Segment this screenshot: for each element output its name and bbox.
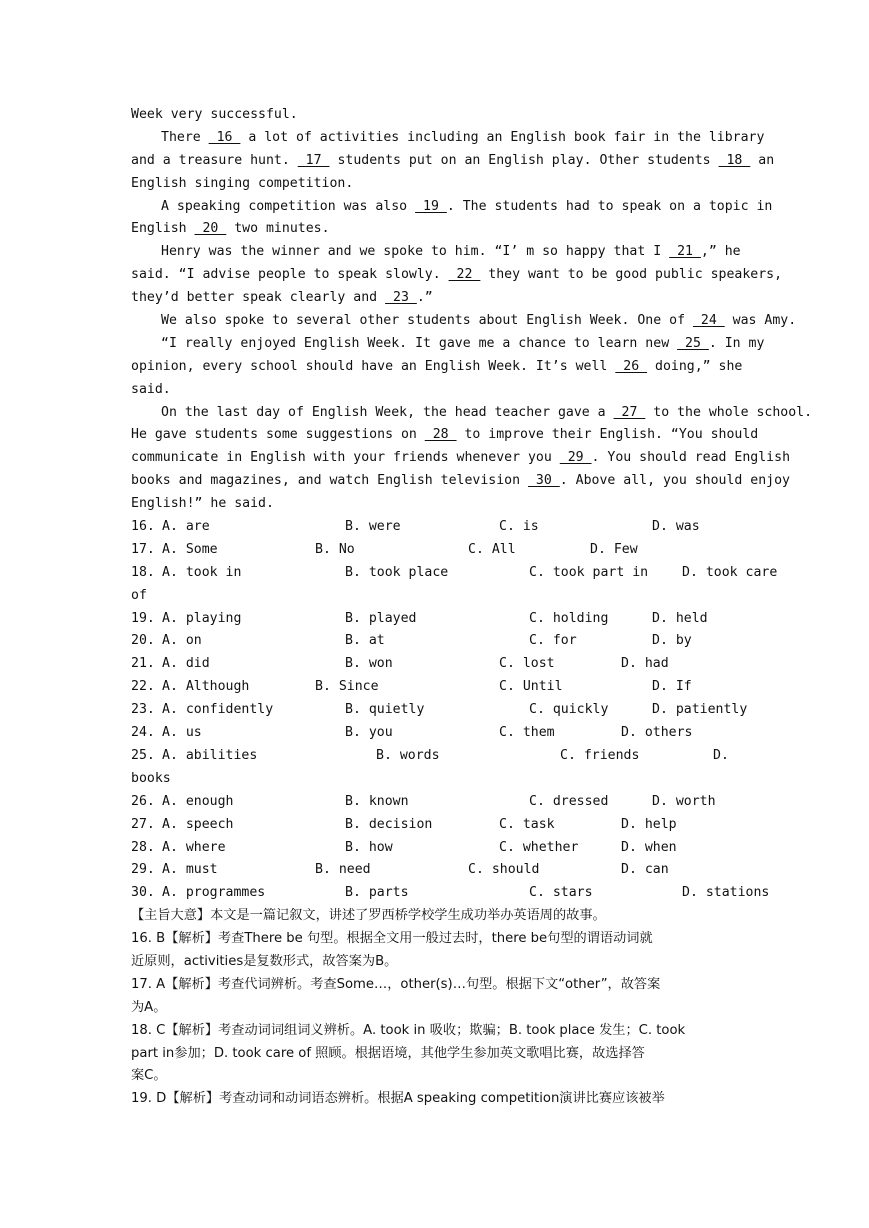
passage-line — [131, 196, 773, 219]
passage-line — [131, 402, 813, 425]
question-row — [131, 791, 739, 814]
blank-number: 30 — [527, 473, 560, 489]
analysis-line: 16. B【解析】考查There be 句型。根据全文用一般过去时，there be句型的谓语动词就 — [131, 931, 653, 947]
analysis-line: 17. A【解析】考查代词辨析。考查Some…，other(s)…句型。根据下文“other”，故答案 — [131, 976, 661, 992]
analysis-line: part in参加；D. took care of 照顾。根据语境，其他学生参加英文歌唱比赛，故选择答 — [131, 1045, 645, 1061]
question-number: 24. — [131, 725, 155, 741]
passage-text: communicate in English with your friends whenever you — [131, 450, 560, 466]
passage-text: they’d better speak clearly and — [131, 290, 386, 306]
answer-option: B. need — [315, 862, 371, 878]
question-row — [131, 837, 739, 860]
passage-text: said. “I advise people to speak slowly. — [131, 267, 449, 283]
answer-option: B. decision — [345, 816, 433, 832]
answer-option: B. known — [345, 793, 409, 809]
question-number: 20. — [131, 633, 155, 649]
question-row — [131, 608, 739, 631]
passage-text: said. — [131, 381, 171, 397]
passage-text: ,” he — [700, 244, 741, 260]
answer-option: C. quickly — [529, 702, 609, 718]
blank-number: 26 — [615, 358, 648, 374]
passage-text: opinion, every school should have an English Week. It’s well — [131, 358, 616, 374]
passage-line — [131, 241, 739, 264]
question-list — [131, 516, 778, 905]
passage-text: “I really enjoyed English Week. It gave me a chance to learn new — [161, 335, 678, 351]
answer-option: C. task — [499, 816, 555, 832]
analysis-line: 19. D【解析】考查动词和动词语态辨析。根据A speaking competition演讲比赛应该被举 — [131, 1091, 665, 1107]
answer-option: B. you — [345, 725, 393, 741]
question-row — [131, 699, 748, 722]
question-number: 17. — [131, 541, 155, 557]
answer-option: D. took care — [682, 564, 778, 580]
answer-option: C. lost — [499, 656, 555, 672]
answer-option: A. enough — [162, 793, 234, 809]
answer-option: A. did — [162, 656, 210, 672]
answer-option: B. were — [345, 519, 401, 535]
answer-option: D. patiently — [652, 702, 748, 718]
passage-line — [131, 127, 765, 150]
passage-text: to improve their English. “You should — [456, 427, 759, 443]
passage-text: . In my — [708, 335, 765, 351]
passage-text: English!” he said. — [131, 496, 274, 512]
passage-line — [131, 333, 765, 356]
passage-line — [131, 310, 797, 333]
answer-option: D. had — [621, 656, 669, 672]
question-row — [131, 722, 739, 745]
passage-text: Week very successful. — [131, 107, 298, 122]
question-row — [131, 882, 770, 905]
answer-option: D. — [713, 747, 729, 763]
question-row — [131, 562, 778, 585]
blank-number: 27 — [613, 404, 646, 420]
answer-option: C. All — [468, 541, 516, 557]
passage-line — [131, 287, 739, 310]
answer-option: A. must — [162, 862, 218, 878]
question-number: 21. — [131, 656, 155, 672]
blank-number: 20 — [194, 221, 227, 237]
answer-option: D. worth — [652, 793, 716, 809]
passage-line — [131, 356, 743, 379]
passage-text: two minutes. — [226, 221, 330, 237]
question-number: 28. — [131, 839, 155, 855]
question-number: 18. — [131, 564, 155, 580]
question-row — [131, 859, 739, 882]
passage-text: and a treasure hunt. — [131, 152, 298, 168]
answer-option: A. where — [162, 839, 226, 855]
blank-number: 21 — [669, 244, 701, 260]
answer-option: D. was — [652, 519, 700, 535]
passage-text: doing,” she — [647, 358, 743, 374]
passage-text: students put on an English play. Other students — [329, 152, 719, 168]
passage-text: There — [161, 129, 209, 145]
passage-line — [131, 379, 739, 402]
answer-option: C. dressed — [529, 793, 609, 809]
blank-number: 16 — [208, 129, 241, 145]
answer-option: D. stations — [682, 885, 770, 901]
passage-text: A speaking competition was also — [161, 198, 416, 214]
answer-option: B. at — [345, 633, 385, 649]
answer-option: A. confidently — [162, 702, 274, 718]
answer-option: D. when — [621, 839, 677, 855]
passage-line — [131, 470, 790, 493]
answer-option: A. speech — [162, 816, 234, 832]
passage-text: He gave students some suggestions on — [131, 427, 425, 443]
passage-text: On the last day of English Week, the head teacher gave a — [161, 404, 614, 420]
document-page — [131, 104, 813, 1111]
answer-option: D. held — [652, 610, 708, 626]
passage-line — [131, 104, 739, 127]
passage-line — [131, 150, 775, 173]
answer-option: A. on — [162, 633, 202, 649]
question-row — [131, 539, 739, 562]
blank-number: 19 — [415, 198, 447, 214]
passage-line — [131, 424, 759, 447]
analysis-line: 近原则，activities是复数形式，故答案为B。 — [131, 953, 398, 969]
question-number: 29. — [131, 862, 155, 878]
answer-option: B. parts — [345, 885, 409, 901]
answer-option: A. playing — [162, 610, 242, 626]
option-wrap-text: of — [131, 587, 147, 603]
answer-option: D. by — [652, 633, 692, 649]
answer-option: A. Although — [162, 679, 250, 695]
answer-option: D. others — [621, 725, 693, 741]
passage-line — [131, 264, 783, 287]
question-number: 27. — [131, 816, 155, 832]
analysis-line: 案C。 — [131, 1068, 167, 1084]
answer-option: A. took in — [162, 564, 242, 580]
passage-text: an — [750, 152, 775, 168]
blank-number: 23 — [385, 290, 417, 306]
question-number: 30. — [131, 885, 155, 901]
answer-option: D. can — [621, 862, 669, 878]
analysis-line: 为A。 — [131, 999, 167, 1015]
passage-text: books and magazines, and watch English television — [131, 473, 528, 489]
question-row — [131, 745, 739, 768]
passage-text: they want to be good public speakers, — [480, 267, 783, 283]
blank-number: 18 — [718, 152, 751, 168]
passage-text: English singing competition. — [131, 175, 354, 191]
question-row — [131, 516, 739, 539]
answer-option: B. played — [345, 610, 417, 626]
analysis-line: 【主旨大意】本文是一篇记叙文，讲述了罗西桥学校学生成功举办英语周的故事。 — [131, 908, 606, 924]
answer-option: C. for — [529, 633, 577, 649]
question-number: 23. — [131, 702, 155, 718]
answer-option: A. us — [162, 725, 202, 741]
blank-number: 29 — [559, 450, 592, 466]
answer-option: C. Until — [499, 679, 563, 695]
answer-option: B. won — [345, 656, 393, 672]
passage-line — [131, 447, 791, 470]
question-row — [131, 814, 739, 837]
passage-text: Henry was the winner and we spoke to him. “I’ m so happy that I — [161, 244, 670, 260]
question-row — [131, 676, 739, 699]
passage-text: was Amy. — [724, 313, 797, 329]
passage-text: . The students had to speak on a topic in — [446, 198, 773, 214]
answer-option: C. them — [499, 725, 555, 741]
answer-option: C. friends — [560, 747, 640, 763]
passage-text: . Above all, you should enjoy — [559, 473, 790, 489]
passage-line — [131, 173, 739, 196]
answer-option: B. took place — [345, 564, 449, 580]
passage-text: a lot of activities including an English book fair in the library — [240, 129, 765, 145]
answer-option: B. Since — [315, 679, 379, 695]
answer-option: A. abilities — [162, 747, 258, 763]
question-number: 22. — [131, 679, 155, 695]
blank-number: 25 — [677, 335, 709, 351]
answer-option: C. took part in — [529, 564, 649, 580]
passage-text: . You should read English — [591, 450, 791, 466]
question-number: 19. — [131, 610, 155, 626]
question-number: 25. — [131, 747, 155, 763]
answer-option: C. holding — [529, 610, 609, 626]
blank-number: 17 — [297, 152, 330, 168]
option-wrap-text: books — [131, 770, 171, 786]
answer-option: B. No — [315, 541, 355, 557]
blank-number: 22 — [448, 267, 481, 283]
blank-number: 28 — [424, 427, 457, 443]
answer-option: A. programmes — [162, 885, 266, 901]
answer-option: C. should — [468, 862, 540, 878]
passage-text: to the whole school. — [645, 404, 813, 420]
answer-option: D. If — [652, 679, 692, 695]
answer-option: D. help — [621, 816, 677, 832]
answer-option: C. whether — [499, 839, 579, 855]
answer-option: B. words — [376, 747, 440, 763]
answer-option: B. how — [345, 839, 393, 855]
question-number: 26. — [131, 793, 155, 809]
question-number: 16. — [131, 519, 155, 535]
analysis-line: 18. C【解析】考查动词词组词义辨析。A. took in 吸收；欺骗；B. took place 发生；C. took — [131, 1022, 686, 1038]
passage-text: .” — [416, 290, 433, 306]
answer-option: B. quietly — [345, 702, 425, 718]
answer-analysis — [131, 905, 739, 1111]
answer-option: C. stars — [529, 885, 593, 901]
passage-line — [131, 218, 739, 241]
question-row — [131, 630, 739, 653]
blank-number: 24 — [692, 313, 725, 329]
passage-line — [131, 493, 739, 516]
answer-option: D. Few — [590, 541, 638, 557]
answer-option: A. Some — [162, 541, 218, 557]
answer-option: A. are — [162, 519, 210, 535]
passage-text: English — [131, 221, 195, 237]
passage-text: We also spoke to several other students about English Week. One of — [161, 313, 693, 329]
question-row — [131, 653, 739, 676]
cloze-passage — [131, 104, 813, 516]
answer-option: C. is — [499, 519, 539, 535]
